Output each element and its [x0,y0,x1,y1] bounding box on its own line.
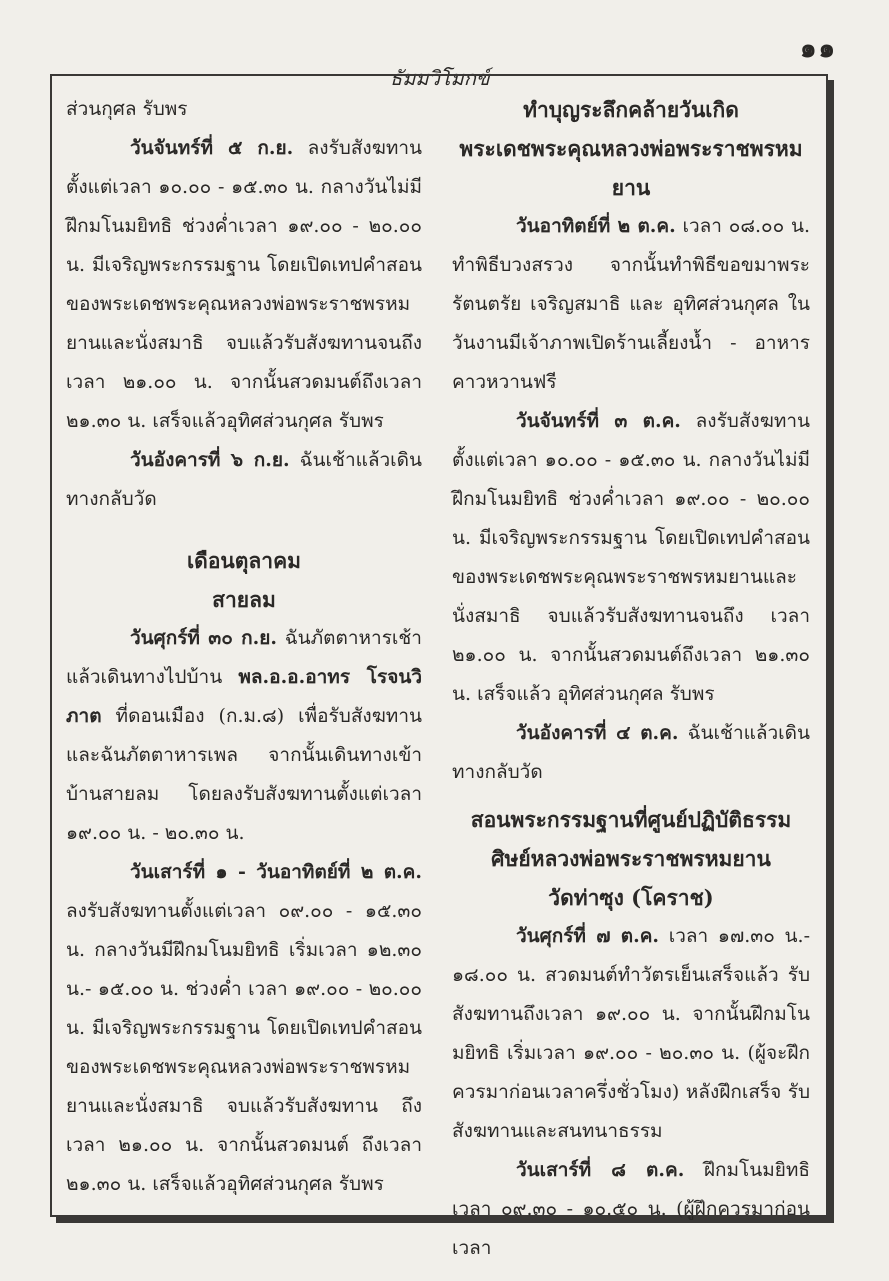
date-lead: วันอาทิตย์ที่ ๒ ต.ค. [516,215,676,237]
page-number: ๑๑ [799,34,837,64]
paragraph [452,207,810,402]
paragraph [66,619,422,853]
paragraph [66,853,422,1204]
paragraph [66,129,422,441]
paragraph [66,441,422,519]
date-lead: วันเสาร์ที่ ๑ - วันอาทิตย์ที่ ๒ ต.ค. [130,861,422,883]
date-lead: วันจันทร์ที่ ๓ ต.ค. [516,410,681,432]
section-subheading: ศิษย์หลวงพ่อพระราชพรหมยาน [491,846,771,871]
left-column [66,90,422,1221]
header-title: ธัมมวิโมกข์ [390,66,490,90]
spacer [66,519,422,541]
paragraph-text: เวลา ๑๗.๓๐ น.- ๑๘.๐๐ น. สวดมนต์ทำวัตรเย็นเสร็จแล้ว รับสังฆทานถึงเวลา ๑๙.๐๐ น. จากนั้นฝึกมโนมยิทธิ เริ่มเวลา ๑๙.๐๐ - ๒๐.๓๐ น. (ผู้จะฝึกควรมาก่อนเวลาครึ่งชั่วโมง) หลังฝึกเสร็จ รับสังฆทานและสนทนาธรรม [452,925,811,1142]
paragraph-text: ฉันภัตตาหารเช้าแล้วเดินทางไปบ้าน [66,627,422,688]
section-heading: สอนพระกรรมฐานที่ศูนย์ปฏิบัติธรรม [470,807,792,832]
section-heading: ทำบุญระลึกคล้ายวันเกิด [523,97,739,122]
paragraph-text: ลงรับสังฆทานตั้งแต่เวลา ๑๐.๐๐ - ๑๕.๓๐ น. กลางวันไม่มีฝึกมโนมยิทธิ ช่วงค่ำเวลา ๑๙.๐๐ - ๒๐.๐๐ น. มีเจริญพระกรรมฐาน โดยเปิดเทปคำสอนของพระเดชพระคุณพระราชพรหมยานและนั่งสมาธิ จบแล้วรับสังฆทานจนถึง เวลา ๒๑.๐๐ น. จากนั้นสวดมนต์ถึงเวลา ๒๑.๓๐ น. เสร็จแล้ว อุทิศส่วนกุศล รับพร [452,410,810,705]
section-subheading: พระเดชพระคุณหลวงพ่อพระราชพรหมยาน [459,136,803,200]
paragraph-text: ที่ดอนเมือง (ก.ม.๘) เพื่อรับสังฆทาน และฉันภัตตาหารเพล จากนั้นเดินทางเข้าบ้านสายลม โดยลงรับสังฆทานตั้งแต่เวลา ๑๙.๐๐ น. - ๒๐.๓๐ น. [66,705,422,844]
paragraph-text: ลงรับสังฆทาน ตั้งแต่เวลา ๑๐.๐๐ - ๑๕.๓๐ น. กลางวันไม่มีฝึกมโนมยิทธิ ช่วงค่ำเวลา ๑๙.๐๐ - ๒๐.๐๐ น. มีเจริญพระกรรมฐาน โดยเปิดเทปคำสอนของพระเดชพระคุณหลวงพ่อพระราชพรหมยานและนั่งสมาธิ จบแล้วรับสังฆทานจนถึง เวลา ๒๑.๐๐ น. จากนั้นสวดมนต์ถึงเวลา ๒๑.๓๐ น. เสร็จแล้วอุทิศส่วนกุศล รับพร [66,137,422,432]
paragraph: ส่วนกุศล รับพร [66,98,188,120]
paragraph-text: ลงรับสังฆทานตั้งแต่เวลา ๐๙.๐๐ - ๑๕.๓๐ น. กลางวันมีฝึกมโนมยิทธิ เริ่มเวลา ๑๒.๓๐ น.- ๑๕.๐๐ น. ช่วงค่ำ เวลา ๑๙.๐๐ - ๒๐.๐๐ น. มีเจริญพระกรรมฐาน โดยเปิดเทปคำสอนของพระเดชพระคุณหลวงพ่อพระราชพรหมยานและนั่งสมาธิ จบแล้วรับสังฆทาน ถึงเวลา ๒๑.๐๐ น. จากนั้นสวดมนต์ ถึงเวลา ๒๑.๓๐ น. เสร็จแล้วอุทิศส่วนกุศล รับพร [66,900,422,1195]
spacer [452,792,810,800]
paragraph-text: ฉันเช้าแล้วเดินทางกลับวัด [452,722,810,783]
paragraph-text: ฝึกมโนมยิทธิ เวลา ๐๙.๓๐ - ๑๐.๕๐ น. (ผู้ฝึกควรมาก่อนเวลา [452,1159,810,1259]
date-lead: วันเสาร์ที่ ๘ ต.ค. [516,1159,685,1181]
paragraph [452,917,810,1151]
date-lead: วันอังคารที่ ๔ ต.ค. [516,722,679,744]
paragraph [452,714,810,792]
paragraph-text: ฉันเช้าแล้วเดินทางกลับวัด [66,449,422,510]
date-lead: วันศุกร์ที่ ๗ ต.ค. [516,925,660,947]
section-subheading: วัดท่าซุง (โคราช) [548,885,714,910]
paragraph-text: เวลา ๐๘.๐๐ น. ทำพิธีบวงสรวง จากนั้นทำพิธีขอขมาพระรัตนตรัย เจริญสมาธิ และ อุทิศส่วนกุศล ในวันงานมีเจ้าภาพเปิดร้านเลี้ยงน้ำ - อาหารคาวหวานฟรี [452,215,810,393]
section-subheading: สายลม [212,587,276,612]
date-lead: วันศุกร์ที่ ๓๐ ก.ย. [130,627,277,649]
paragraph [452,402,810,714]
date-lead: วันจันทร์ที่ ๕ ก.ย. [130,137,294,159]
section-heading: เดือนตุลาคม [187,548,301,573]
right-column [452,90,811,1259]
date-lead: วันอังคารที่ ๖ ก.ย. [130,449,290,471]
paragraph [452,1151,810,1268]
person-name: พล.อ.อ.อาทร โรจนวิภาต [66,666,422,727]
